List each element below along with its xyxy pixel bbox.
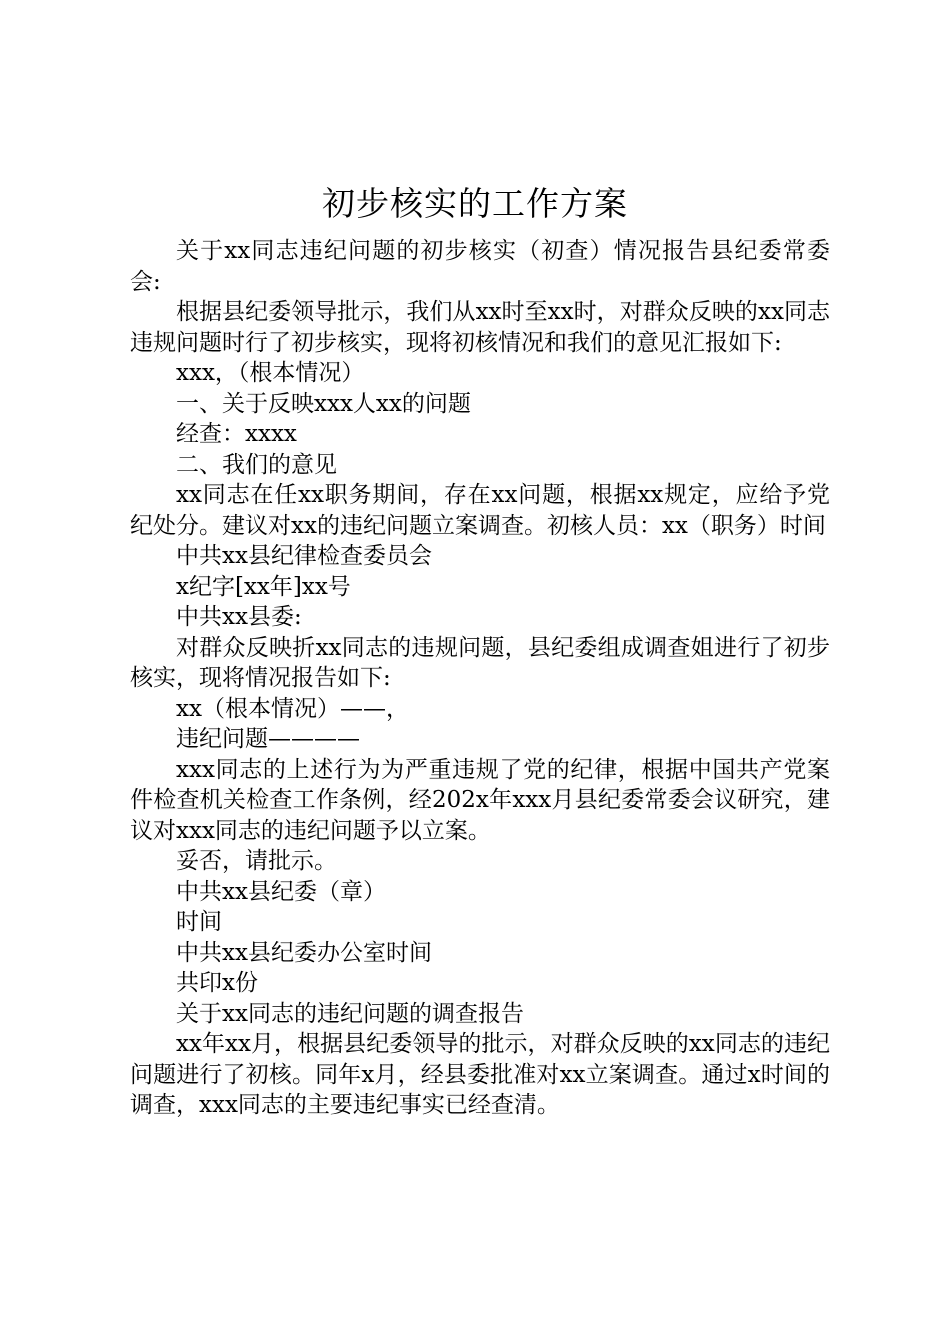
paragraph: x纪字[xx年]xx号: [176, 573, 351, 600]
document-title: 初步核实的工作方案: [322, 184, 628, 223]
paragraph: 中共xx县委:: [176, 604, 302, 630]
paragraph: 共印x份: [176, 970, 258, 996]
paragraph: 关于xx同志的违纪问题的调查报告: [176, 1000, 524, 1027]
paragraph: xx（根本情况）——，: [176, 695, 409, 722]
paragraph: 经查：xxxx: [176, 421, 297, 447]
paragraph: 一、关于反映xxx人xx的问题: [176, 390, 471, 417]
paragraph: xx同志在任xx职务期间，存在xx问题，根据xx规定，应给予党纪处分。建议对xx的违纪问题立案调查。初核人员：xx（职务）时间: [130, 482, 830, 539]
paragraph: 中共xx县纪律检查委员会: [176, 543, 432, 569]
paragraph: 时间: [176, 909, 222, 935]
paragraph: 二、我们的意见: [176, 451, 337, 478]
paragraph: 妥否，请批示。: [176, 848, 337, 874]
paragraph: 关于xx同志违纪问题的初步核实（初查）情况报告县纪委常委会:: [130, 238, 830, 295]
paragraph: 中共xx县纪委办公室时间: [176, 939, 432, 966]
paragraph: 中共xx县纪委（章）: [176, 878, 386, 905]
paragraph: xxx，（根本情况）: [176, 360, 365, 386]
paragraph: 违纪问题————: [176, 726, 360, 752]
paragraph: 对群众反映折xx同志的违规问题，县纪委组成调查姐进行了初步核实，现将情况报告如下:: [130, 634, 830, 691]
paragraph: 根据县纪委领导批示，我们从xx时至xx时，对群众反映的xx同志违规问题时行了初步核实，现将初核情况和我们的意见汇报如下:: [130, 299, 830, 356]
paragraph: xxx同志的上述行为为严重违规了党的纪律，根据中国共产党案件检查机关检查工作条例，经202x年xxx月县纪委常委会议研究，建议对xxx同志的违纪问题予以立案。: [130, 756, 830, 844]
document-body: [130, 236, 830, 1121]
paragraph: xx年xx月，根据县纪委领导的批示，对群众反映的xx同志的违纪问题进行了初核。同年x月，经县委批准对xx立案调查。通过x时间的调查，xxx同志的主要违纪事实已经查清。: [130, 1031, 830, 1118]
